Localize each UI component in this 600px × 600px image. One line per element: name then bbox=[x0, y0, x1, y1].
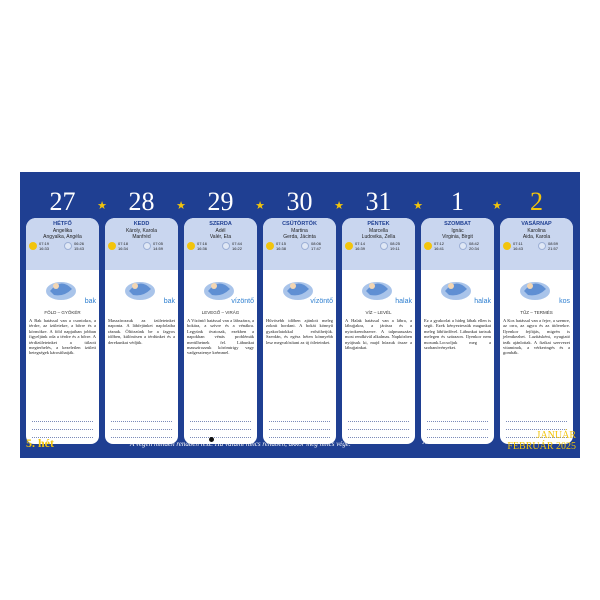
weekday-label: HÉTFŐ bbox=[53, 221, 72, 227]
note-line[interactable] bbox=[32, 422, 93, 430]
day-card bbox=[263, 218, 336, 444]
day-card bbox=[421, 218, 494, 444]
day-text: Masszírozzuk az ízületeinket naponta. A lábfejünket napfolatba ráznak. Öltözzünk be a fagyos időben, különösen a térdünket és a derekunkat védjük. bbox=[108, 318, 175, 345]
star-icon: ★ bbox=[255, 200, 265, 212]
weekday-label: CSÜTÖRTÖK bbox=[282, 221, 317, 227]
day-number: 28 bbox=[128, 187, 155, 216]
moonrise-time: 08:25 bbox=[390, 241, 401, 246]
day-number: 30 bbox=[286, 187, 313, 216]
moon-times bbox=[74, 241, 84, 251]
day-column bbox=[24, 182, 107, 432]
day-number: 27 bbox=[49, 187, 76, 216]
moonrise-time: 07:44 bbox=[232, 241, 243, 246]
weekday-label: KEDD bbox=[133, 221, 150, 227]
name-days: Károly, Karola Manfréd bbox=[125, 228, 158, 240]
sunrise-time: 07:11 bbox=[513, 241, 523, 246]
day-number: 1 bbox=[451, 187, 464, 216]
day-card bbox=[500, 218, 573, 444]
zodiac-illustration-icon bbox=[121, 273, 159, 303]
sun-icon bbox=[345, 242, 353, 250]
moonrise-time: 08:59 bbox=[548, 241, 559, 246]
day-text: Ez a gyakorlat a hideg lábak ellen is segít. Ezek kényeztessük magunkat meleg lábfürdővel. Lábunkat tartsuk melegen és szárazon. Ilyenkor nem mosunk.Locsoljuk meg a szobanövényeket. bbox=[424, 318, 491, 351]
moon-times bbox=[311, 241, 321, 251]
note-lines[interactable] bbox=[348, 414, 409, 444]
moon-icon bbox=[64, 242, 72, 250]
star-icon: ★ bbox=[97, 200, 107, 212]
name-days: Angelika Angyalka, Angéla bbox=[43, 228, 82, 240]
moonset-time: 14:59 bbox=[153, 246, 164, 251]
note-line[interactable] bbox=[269, 430, 330, 438]
day-column bbox=[261, 182, 344, 432]
sunrise-time: 07:18 bbox=[118, 241, 129, 246]
note-line[interactable] bbox=[427, 422, 488, 430]
moon-times bbox=[469, 241, 479, 251]
note-line[interactable] bbox=[111, 422, 172, 430]
moonrise-time: 07:05 bbox=[153, 241, 164, 246]
day-card bbox=[342, 218, 415, 444]
moon-icon bbox=[143, 242, 151, 250]
note-line[interactable] bbox=[348, 438, 409, 444]
note-line[interactable] bbox=[506, 414, 567, 422]
sunrise-time: 07:14 bbox=[355, 241, 366, 246]
moon-icon bbox=[222, 242, 230, 250]
moon-phase-label: ÚJHOLD bbox=[216, 436, 233, 441]
sun-times bbox=[39, 241, 49, 251]
moon-icon bbox=[380, 242, 388, 250]
weekday-label: SZERDA bbox=[209, 221, 232, 227]
sun-icon bbox=[29, 242, 37, 250]
moonset-time: 17:47 bbox=[311, 246, 322, 251]
sunset-time: 16:43 bbox=[513, 246, 524, 251]
moonset-time: 20:34 bbox=[469, 246, 480, 251]
moonrise-time: 08:42 bbox=[469, 241, 480, 246]
element-label: FÖLD – GYÖKÉR bbox=[44, 310, 81, 315]
day-text: A Kos hatással van a fejre, a szemre, az orra, az agyra és az ütőerekre. Ilyenkor fejfájás, migrén is jelentkezhet. Lazításként, nyugtató teák ajánlottak. A fizikai szervezet vitaminok, a vérkeringés és a gombák. bbox=[503, 318, 570, 356]
note-line[interactable] bbox=[111, 430, 172, 438]
note-line[interactable] bbox=[348, 430, 409, 438]
day-number: 31 bbox=[365, 187, 392, 216]
note-line[interactable] bbox=[427, 414, 488, 422]
sunset-time: 16:34 bbox=[118, 246, 129, 251]
zodiac-sign-label: bak bbox=[84, 298, 96, 305]
day-text: A Bak hatással van a csontokra, a térdre, az ízületekre, a bőrre és a körmökre. A föld napjaiban jobban figyeljünk oda a térdre és a bőrre. A térdízületeinket a túlzott megterhelés, a kezeletlen ízületi betegségek károsíthatják. bbox=[29, 318, 96, 356]
sunset-time: 16:39 bbox=[355, 246, 366, 251]
sunset-time: 16:38 bbox=[276, 246, 287, 251]
day-column bbox=[419, 182, 502, 432]
note-line[interactable] bbox=[111, 414, 172, 422]
moonrise-time: 06:26 bbox=[74, 241, 85, 246]
moon-times bbox=[232, 241, 242, 251]
moonrise-time: 08:06 bbox=[311, 241, 322, 246]
weekday-label: VASÁRNAP bbox=[521, 221, 552, 227]
name-days: Adél Valér, Eta bbox=[209, 228, 232, 240]
day-column bbox=[498, 182, 575, 432]
moonset-time: 19:11 bbox=[390, 246, 400, 251]
star-icon: ★ bbox=[492, 200, 502, 212]
note-line[interactable] bbox=[427, 430, 488, 438]
note-line[interactable] bbox=[190, 414, 251, 422]
weekday-label: PÉNTEK bbox=[367, 221, 390, 227]
zodiac-sign-label: vízöntő bbox=[231, 298, 254, 305]
moon-times bbox=[153, 241, 163, 251]
quote-author: John Lennon bbox=[422, 440, 454, 446]
star-icon: ★ bbox=[176, 200, 186, 212]
sun-times bbox=[355, 241, 365, 251]
day-column bbox=[340, 182, 423, 432]
star-icon: ★ bbox=[334, 200, 344, 212]
zodiac-illustration-icon bbox=[358, 273, 396, 303]
moon-times bbox=[548, 241, 558, 251]
sunrise-time: 07:15 bbox=[276, 241, 287, 246]
month-line-2: FEBRUÁR 2025 bbox=[507, 441, 576, 452]
month-label bbox=[486, 430, 576, 452]
note-line[interactable] bbox=[269, 422, 330, 430]
day-text: A Halak hatással van a lábra, a lábujjakra, a járásra és a nyirokrendszerre. A talpmasszázs most rendkívül alkalmas. Napközben nyújtsuk ki, majd húzzuk össze a lábujjainkat. bbox=[345, 318, 412, 351]
note-line[interactable] bbox=[348, 422, 409, 430]
zodiac-illustration-icon bbox=[437, 273, 475, 303]
name-days: Marcella Ludovika, Zella bbox=[361, 228, 396, 240]
sunrise-time: 07:19 bbox=[39, 241, 50, 246]
note-line[interactable] bbox=[269, 414, 330, 422]
zodiac-illustration-icon bbox=[516, 273, 554, 303]
day-card bbox=[184, 218, 257, 444]
note-line[interactable] bbox=[348, 414, 409, 422]
element-label: LEVEGŐ – VIRÁG bbox=[201, 310, 240, 315]
zodiac-sign-label: halak bbox=[474, 298, 491, 305]
zodiac-sign-label: halak bbox=[395, 298, 412, 305]
zodiac-sign-label: bak bbox=[163, 298, 175, 305]
sun-icon bbox=[424, 242, 432, 250]
element-label: TŰZ – TERMÉS bbox=[520, 310, 553, 315]
sun-times bbox=[197, 241, 207, 251]
sun-icon bbox=[266, 242, 274, 250]
name-days: Martina Gerda, Jácinta bbox=[283, 228, 316, 240]
sun-times bbox=[434, 241, 444, 251]
sun-icon bbox=[187, 242, 195, 250]
star-icon: ★ bbox=[413, 200, 423, 212]
quote-text: A végén minden rendben lesz. Ha valami nincs rendben, akkor még nincs vége. bbox=[130, 440, 351, 448]
sun-times bbox=[276, 241, 286, 251]
note-line[interactable] bbox=[32, 414, 93, 422]
name-days: Ignác Virginia, Birgit bbox=[442, 228, 473, 240]
day-number: 29 bbox=[207, 187, 234, 216]
day-card bbox=[26, 218, 99, 444]
day-number: 2 bbox=[530, 187, 543, 216]
sun-icon bbox=[108, 242, 116, 250]
moon-times bbox=[390, 241, 400, 251]
calendar-band bbox=[20, 172, 580, 458]
day-card bbox=[105, 218, 178, 444]
element-label: VÍZ – LEVÉL bbox=[365, 310, 392, 315]
sun-times bbox=[118, 241, 128, 251]
sunrise-time: 07:12 bbox=[434, 241, 445, 246]
month-line-1: JANUÁR bbox=[536, 430, 576, 441]
moonset-time: 21:57 bbox=[548, 246, 559, 251]
sun-icon bbox=[503, 242, 511, 250]
moon-icon bbox=[538, 242, 546, 250]
moonset-time: 16:22 bbox=[232, 246, 243, 251]
moon-icon bbox=[459, 242, 467, 250]
sunset-time: 16:41 bbox=[434, 246, 445, 251]
moon-icon bbox=[301, 242, 309, 250]
name-days: Karolina Aida, Karola bbox=[522, 228, 551, 240]
weekday-label: SZOMBAT bbox=[444, 221, 471, 227]
day-column bbox=[103, 182, 186, 432]
week-label: 5. hét bbox=[26, 436, 54, 450]
sunrise-time: 07:16 bbox=[197, 241, 208, 246]
note-line[interactable] bbox=[506, 422, 567, 430]
zodiac-sign-label: kos bbox=[559, 298, 570, 305]
sun-times bbox=[513, 241, 523, 251]
day-text: Hűvösebb időben ajánlott meleg zoknit hordani. A bokát könnyű gyakorlatokkal erősíthetjük. Szerdán, és egész héten könnyebb lesz megvalósítani az új ötleteinket. bbox=[266, 318, 333, 345]
note-line[interactable] bbox=[190, 422, 251, 430]
zodiac-sign-label: vízöntő bbox=[310, 298, 333, 305]
sunset-time: 16:33 bbox=[39, 246, 50, 251]
day-column bbox=[182, 182, 265, 441]
day-text: A Vízöntő hatással van a lábszárra, a bokára, a szívre és a vénákra. Legyünk óvatosak, ezekben a napokban vénás problémák merülhetnek fel. Lábunkat masszírozzuk körömtrigy vagy vadgesztenye krémmel. bbox=[187, 318, 254, 356]
sunset-time: 16:36 bbox=[197, 246, 208, 251]
moonset-time: 15:43 bbox=[74, 246, 85, 251]
zodiac-illustration-icon bbox=[42, 273, 80, 303]
